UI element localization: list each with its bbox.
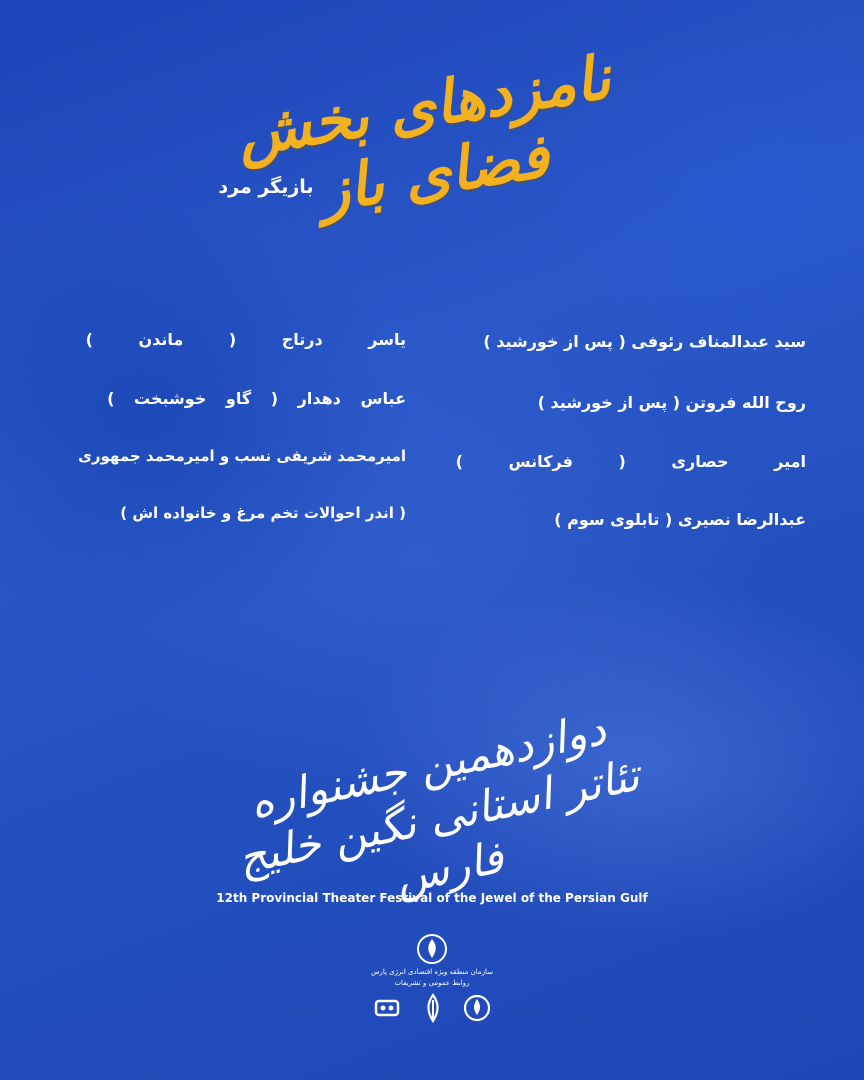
poster-title: نامزدهای بخش فضای باز [232,42,616,227]
org-name-line: سازمان منطقه ویژه اقتصادی انرژی پارس [370,968,494,976]
poster-subtitle: بازیگر مرد [218,176,314,198]
nominee-right-1: سید عبدالمناف رئوفی ( پس از خورشید ) [483,332,806,351]
nominee-left-4: ( اندر احوالات تخم مرغ و خانواده اش ) [120,504,406,522]
festival-logo: دوازدهمین جشنواره تئاتر استانی نگین خلیج فارس [233,703,644,905]
festival-english-title: 12th Provincial Theater Festival of the Jewel of the Persian Gulf [216,891,648,905]
theater-logo-icon [372,993,402,1023]
nominee-left-2: عباس دهدار ( گاو خوشبخت ) [107,389,406,408]
nominee-left-3: امیرمحمد شریفی نسب و امیرمحمد جمهوری [78,447,406,465]
nominee-right-2: روح الله فروتن ( پس از خورشید ) [537,393,806,412]
oil-company-icon [462,993,492,1023]
org-department-line: روابط عمومی و تشریفات [394,979,470,987]
nominee-right-3: امیر حصاری ( فرکانس ) [455,452,806,471]
flame-emblem-icon [415,932,449,966]
nominee-left-1: یاسر درتاج ( ماندن ) [85,330,406,349]
nominee-right-4: عبدالرضا نصیری ( تابلوی سوم ) [554,510,806,529]
iran-emblem-icon [418,992,448,1024]
